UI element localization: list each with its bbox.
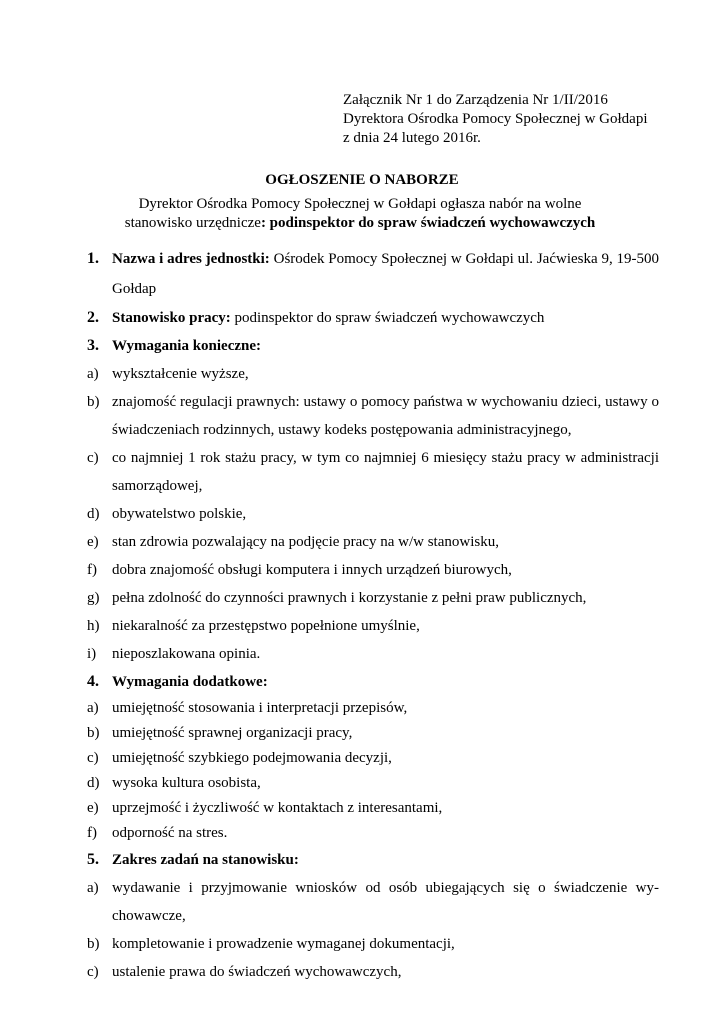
announcement-content [87,244,659,986]
list-marker: e) [87,534,99,550]
list-item [87,528,659,556]
section-3 [87,332,659,360]
section-3-number: 3. [87,337,99,354]
section-2-number: 2. [87,309,99,326]
attachment-note [343,91,648,148]
list-item-text: umiejętność sprawnej organizacji pracy, [112,725,353,741]
list-item [87,696,659,721]
intro-line-2-prefix: stanowisko urzędnicze [124,215,261,231]
list-marker: i) [87,646,97,662]
list-marker: c) [87,750,99,766]
list-marker: d) [87,775,100,791]
attachment-line-2: Dyrektora Ośrodka Pomocy Społecznej w Gołdapi [343,111,648,127]
list-marker: d) [87,506,100,522]
attachment-line-3: z dnia 24 lutego 2016r. [343,130,481,146]
list-item-text: stan zdrowia pozwalający na podjęcie pracy na w/w stanowisku, [112,534,499,550]
intro-line-2 [60,214,660,233]
list-item-text: dobra znajomość obsługi komputera i innych urządzeń biurowych, [112,562,512,578]
section-4-number: 4. [87,673,99,690]
list-item [87,360,659,388]
section-1 [87,244,659,304]
section-5-number: 5. [87,851,99,868]
list-item [87,556,659,584]
attachment-line-1: Załącznik Nr 1 do Zarządzenia Nr 1/II/2016 [343,92,608,108]
document-title: OGŁOSZENIE O NABORZE [265,172,459,188]
list-marker: h) [87,618,100,634]
list-marker: c) [87,450,99,466]
list-item [87,612,659,640]
list-marker: a) [87,366,99,382]
intro-position-title: : podinspektor do spraw świadczeń wychowawczych [260,215,596,231]
list-item-text: obywatelstwo polskie, [112,506,247,522]
list-marker: e) [87,800,99,816]
list-item [87,746,659,771]
section-2 [87,304,659,332]
section-1-number: 1. [87,250,99,267]
list-item-text: umiejętność szybkiego podejmowania decyzji, [112,750,392,766]
list-item-text: umiejętność stosowania i interpretacji przepisów, [112,700,408,716]
list-marker: f) [87,825,97,841]
section-1-label: Nazwa i adres jednostki: [112,251,270,267]
section-3-label: Wymagania konieczne: [112,338,262,354]
list-marker: a) [87,700,99,716]
list-item [87,500,659,528]
list-item [87,874,659,930]
list-marker: b) [87,936,100,952]
intro-paragraph [60,195,660,233]
section-5-label: Zakres zadań na stanowisku: [112,852,299,868]
list-item [87,640,659,668]
list-marker: c) [87,964,99,980]
list-marker: g) [87,590,100,606]
list-marker: b) [87,394,100,410]
intro-line-1: Dyrektor Ośrodka Pomocy Społecznej w Gołdapi ogłasza nabór na wolne [138,196,582,212]
list-item [87,388,659,444]
list-marker: a) [87,880,99,896]
section-4-label: Wymagania dodatkowe: [112,674,268,690]
section-2-label: Stanowisko pracy: [112,310,231,326]
list-item [87,584,659,612]
section-4 [87,668,659,696]
list-item-text: co najmniej 1 rok stażu pracy, w tym co najmniej 6 miesięcy stażu pracy w administracji samorządowej, [112,450,659,494]
list-item-text: pełna zdolność do czynności prawnych i korzystanie z pełni praw publicznych, [112,590,587,606]
list-item-text: wysoka kultura osobista, [112,775,261,791]
section-2-text: podinspektor do spraw świadczeń wychowawczych [230,310,545,326]
list-marker: b) [87,725,100,741]
list-item [87,721,659,746]
list-item [87,930,659,958]
list-item [87,821,659,846]
list-item-text: wykształcenie wyższe, [112,366,249,382]
list-item [87,958,659,986]
list-item-text: nieposzlakowana opinia. [112,646,261,662]
list-item-text: niekaralność za przestępstwo popełnione umyślnie, [112,618,420,634]
list-item-text: znajomość regulacji prawnych: ustawy o pomocy państwa w wychowaniu dzieci, ustawy o świadczeniach rodzinnych, ustawy kodeks postępowania administracyjnego, [112,394,659,438]
list-item-text: kompletowanie i prowadzenie wymaganej dokumentacji, [112,936,455,952]
list-item [87,444,659,500]
list-item-text: uprzejmość i życzliwość w kontaktach z interesantami, [112,800,443,816]
list-item [87,796,659,821]
list-item-text: odporność na stres. [112,825,228,841]
list-marker: f) [87,562,97,578]
list-item [87,771,659,796]
section-1-text: Ośrodek Pomocy Społecznej w Gołdapi ul. Jaćwieska 9, 19-500 Gołdap [112,251,659,297]
list-item-text: wydawanie i przyjmowanie wniosków od osób ubiegających się o świadczenie wy-chowawcze, [112,880,659,924]
list-item-text: ustalenie prawa do świadczeń wychowawczych, [112,964,402,980]
section-5 [87,846,659,874]
